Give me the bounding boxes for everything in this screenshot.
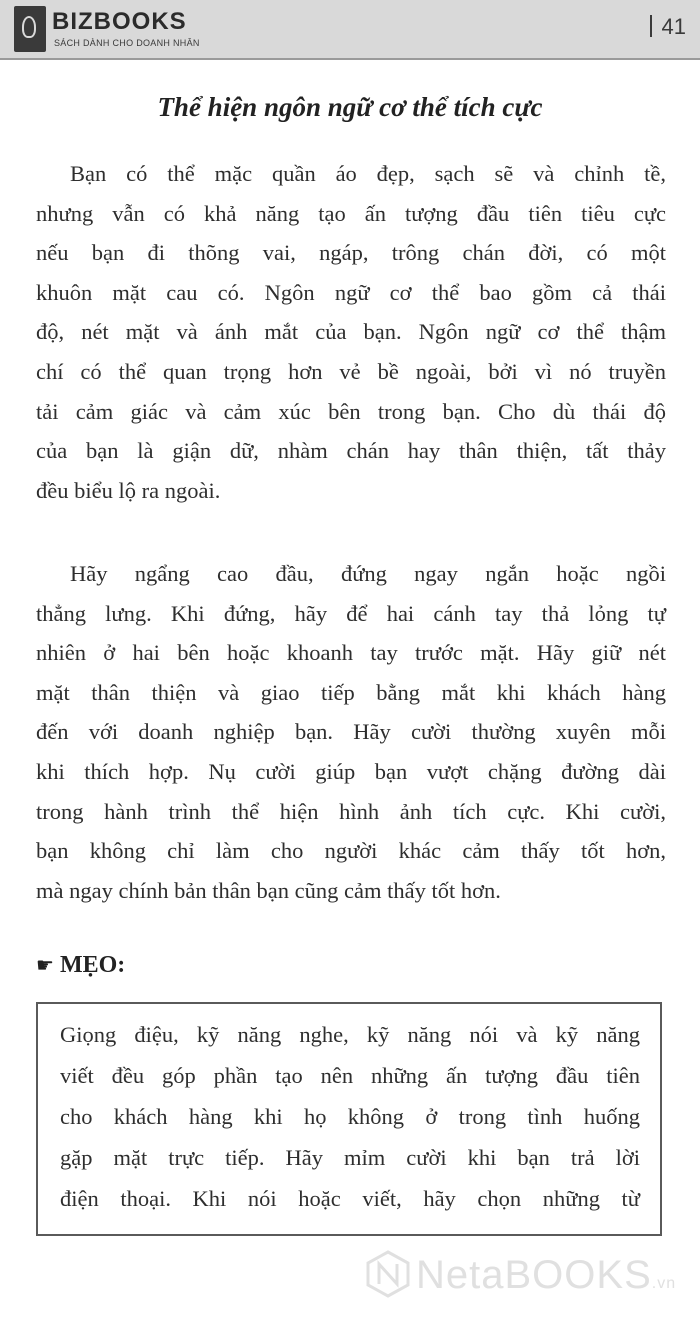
- page-header: [0, 0, 700, 60]
- netabooks-logo-icon: [366, 1250, 410, 1298]
- tip-line: điện thoại. Khi nói hoặc viết, hãy chọn những từ: [60, 1186, 640, 1211]
- netabooks-watermark: [366, 1250, 676, 1298]
- tip-line: cho khách hàng khi họ không ở trong tình huống: [60, 1104, 640, 1129]
- watermark-text: NetaBOOKS: [416, 1253, 652, 1297]
- paragraph-line: mặt thân thiện và giao tiếp bằng mắt khi khách hàng: [36, 679, 666, 705]
- paragraph-line: bạn không chỉ làm cho người khác cảm thấy tốt hơn,: [36, 838, 666, 864]
- tip-heading-row: [36, 952, 125, 979]
- watermark-suffix: .vn: [651, 1275, 677, 1292]
- paragraph-line: tải cảm giác và cảm xúc bên trong bạn. Cho dù thái độ: [36, 398, 666, 424]
- paragraph-line: thẳng lưng. Khi đứng, hãy để hai cánh tay thả lỏng tự: [36, 600, 666, 626]
- header-divider: [0, 58, 700, 60]
- paragraph-line: Hãy ngẩng cao đầu, đứng ngay ngắn hoặc ngồi: [70, 561, 666, 586]
- bizbooks-logo-icon: [14, 6, 46, 52]
- paragraph-line: trong hành trình thể hiện hình ảnh tích cực. Khi cười,: [36, 798, 666, 824]
- paragraph-line: nhiên ở hai bên hoặc khoanh tay trước mặt. Hãy giữ nét: [36, 640, 666, 666]
- paragraph-line: nhưng vẫn có khả năng tạo ấn tượng đầu tiên tiêu cực: [36, 200, 666, 226]
- tip-line: gặp mặt trực tiếp. Hãy mỉm cười khi bạn trả lời: [60, 1145, 640, 1170]
- tip-heading: MẸO:: [59, 952, 126, 978]
- tip-text: [60, 1014, 640, 1219]
- paragraph-line: Bạn có thể mặc quần áo đẹp, sạch sẽ và chỉnh tề,: [70, 161, 666, 186]
- page-number: 41: [650, 14, 686, 40]
- tip-line: Giọng điệu, kỹ năng nghe, kỹ năng nói và kỹ năng: [60, 1022, 640, 1047]
- tip-box: [36, 1002, 662, 1236]
- paragraph-line: đều biểu lộ ra ngoài.: [36, 477, 221, 503]
- paragraph-2: [36, 554, 666, 910]
- section-title: Thể hiện ngôn ngữ cơ thể tích cực: [157, 92, 543, 122]
- paragraph-1: [36, 154, 666, 510]
- brand-name: BIZBOOKS: [52, 8, 187, 35]
- paragraph-line: khuôn mặt cau có. Ngôn ngữ cơ thể bao gồm cả thái: [36, 279, 666, 305]
- tip-line: viết đều góp phần tạo nên những ấn tượng đầu tiên: [60, 1063, 640, 1088]
- paragraph-line: của bạn là giận dữ, nhàm chán hay thân thiện, tất thảy: [36, 438, 666, 464]
- paragraph-line: nếu bạn đi thõng vai, ngáp, trông chán đời, có một: [36, 240, 666, 266]
- paragraph-line: đến với doanh nghiệp bạn. Hãy cười thường xuyên mỗi: [36, 719, 666, 745]
- brand-tagline: SÁCH DÀNH CHO DOANH NHÂN: [54, 38, 200, 48]
- paragraph-line: độ, nét mặt và ánh mắt của bạn. Ngôn ngữ cơ thể thậm: [36, 319, 666, 345]
- pointing-hand-icon: ☛: [36, 953, 54, 977]
- paragraph-line: chí có thể quan trọng hơn vẻ bề ngoài, bởi vì nó truyền: [36, 358, 666, 384]
- paragraph-line: mà ngay chính bản thân bạn cũng cảm thấy tốt hơn.: [36, 877, 501, 903]
- paragraph-line: khi thích hợp. Nụ cười giúp bạn vượt chặng đường dài: [36, 758, 666, 784]
